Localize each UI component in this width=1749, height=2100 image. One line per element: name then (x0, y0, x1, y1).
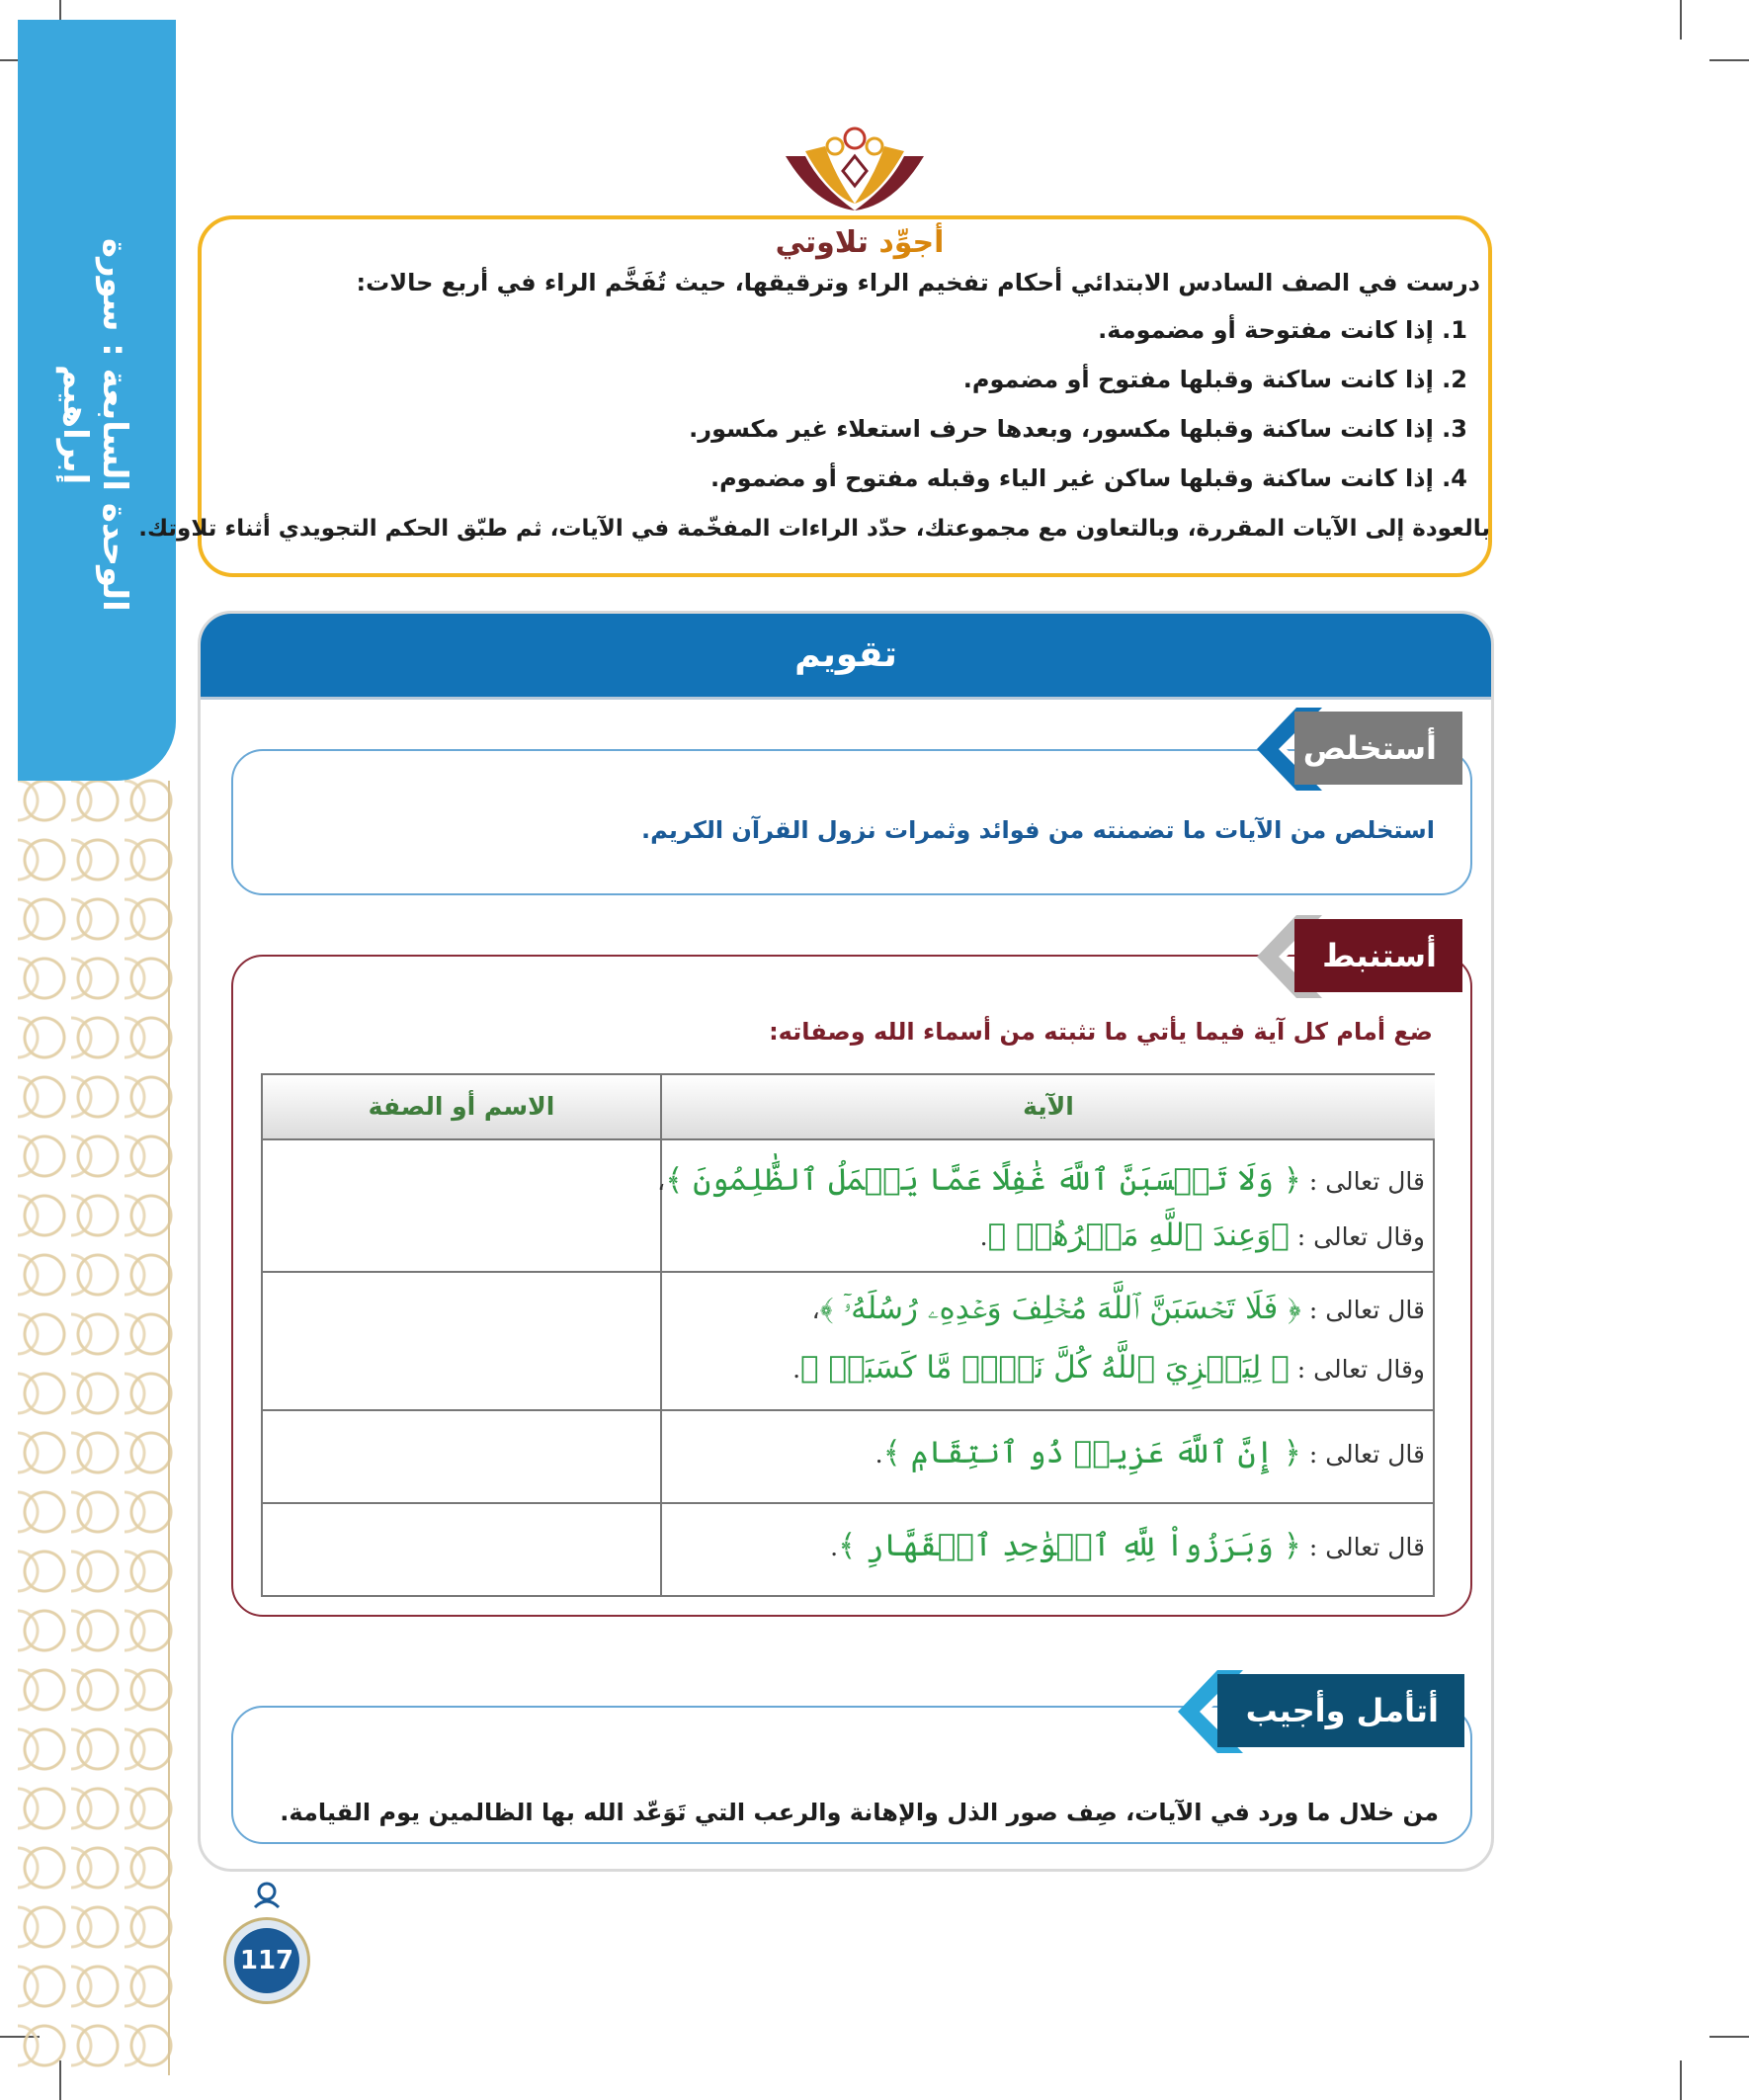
quran-verse: ﴿ وَبَرَزُواْ لِلَّهِ ٱلۡوَٰحِدِ ٱلۡقَهَّارِ ﴾ (838, 1528, 1301, 1563)
verse-prefix: وقال تعالى : (1289, 1355, 1425, 1384)
tajweed-task: بالعودة إلى الآيات المقررة، وبالتعاون مع مجموعتك، حدّد الراءات المفخّمة في الآيات، ثم طبّق الحكم التجويدي أثناء تلاوتك. (138, 516, 1490, 542)
answer-cell[interactable] (263, 1273, 658, 1409)
verse-line (980, 1218, 1425, 1253)
attributes-table (261, 1073, 1435, 1597)
side-divider (168, 781, 170, 2075)
verse-prefix: قال تعالى : (1300, 1533, 1425, 1561)
unit-title: الوحدة السابعة : سورة إبراهيم (55, 238, 134, 612)
crop-mark (1709, 2036, 1749, 2038)
evaluation-title: تقويم (201, 614, 1491, 697)
unit-tab (18, 20, 176, 781)
tajweed-case: 3. إذا كانت ساكنة وقبلها مكسور، وبعدها حرف استعلاء غير مكسور. (689, 415, 1467, 443)
side-strip (18, 20, 176, 2075)
deduce-label: أستنبط (1294, 919, 1462, 992)
verse-suffix: . (792, 1355, 801, 1384)
verse-suffix: . (874, 1440, 883, 1469)
quran-verse: ﴿ لِيَجۡزِيَ ٱللَّهُ كُلَّ نَفۡسٖ مَّا كَسَبَتۡ ﴾ (800, 1350, 1290, 1386)
verse-line (875, 1435, 1425, 1470)
answer-cell[interactable] (263, 1504, 658, 1595)
verse-prefix: قال تعالى : (1300, 1440, 1425, 1469)
verse-prefix: قال تعالى : (1300, 1167, 1425, 1196)
extract-text: استخلص من الآيات ما تضمنته من فوائد وثمرات نزول القرآن الكريم. (640, 816, 1435, 844)
deduce-instruction: ضع أمام كل آية فيما يأتي ما تثبته من أسماء الله وصفاته: (769, 1018, 1433, 1046)
table-header-verse: الآية (662, 1075, 1435, 1138)
tajweed-title-part1: أجوِّد (878, 225, 945, 260)
verse-line (830, 1528, 1425, 1563)
verse-prefix: وقال تعالى : (1289, 1222, 1425, 1251)
table-header-attribute: الاسم أو الصفة (263, 1075, 660, 1138)
page-number-badge (223, 1917, 310, 2004)
reflect-text: من خلال ما ورد في الآيات، صِف صور الذل والإهانة والرعب التي تَوَعّد الله بها الظالمين يوم القيامة. (280, 1799, 1439, 1826)
quran-verse: ﴿وَعِندَ ٱللَّهِ مَكۡرُهُمۡ ﴾ (987, 1218, 1290, 1253)
verse-prefix: قال تعالى : (1300, 1296, 1425, 1324)
quran-verse: ﴿ وَلَا تَحۡسَبَنَّ ٱللَّهَ غَٰفِلًا عَمَّا يَعۡمَلُ ٱلظَّٰلِمُونَ ﴾ (665, 1162, 1301, 1198)
column-divider (660, 1075, 662, 1595)
verse-line (657, 1162, 1425, 1198)
verse-suffix: . (979, 1222, 988, 1251)
verse-line (792, 1350, 1425, 1386)
verse-suffix: ، (657, 1167, 666, 1196)
tajweed-title-part2: تلاوتي (775, 225, 869, 260)
tajweed-case: 2. إذا كانت ساكنة وقبلها مفتوح أو مضموم. (962, 366, 1467, 393)
crop-mark (1680, 2060, 1682, 2100)
tajweed-case: 1. إذا كانت مفتوحة أو مضمومة. (1098, 316, 1467, 344)
verse-suffix: . (830, 1533, 839, 1561)
extract-label: أستخلص (1294, 712, 1462, 785)
answer-cell[interactable] (263, 1411, 658, 1502)
quran-verse: ﴿ إِنَّ ٱللَّهَ عَزِيزٞ ذُو ٱنتِقَامٖ ﴾ (882, 1435, 1301, 1470)
crop-mark (1680, 0, 1682, 40)
tajweed-logo-icon (776, 117, 934, 215)
verse-line (812, 1291, 1425, 1327)
quran-verse: ﴿ فَلَا تَحۡسَبَنَّ ٱللَّهَ مُخۡلِفَ وَعۡدِهِۦ رُسُلَهُۥٓ ﴾ (819, 1291, 1301, 1326)
tajweed-intro: درست في الصف السادس الابتدائي أحكام تفخيم الراء وترقيقها، حيث تُفَخَّم الراء في أربع حالات: (356, 269, 1480, 296)
tajweed-case: 4. إذا كانت ساكنة وقبلها ساكن غير الياء وقبله مفتوح أو مضموم. (709, 464, 1467, 492)
answer-cell[interactable] (263, 1140, 658, 1271)
decorative-pattern (18, 771, 176, 2075)
page-number: 117 (234, 1928, 299, 1993)
ornament-icon (249, 1878, 285, 1913)
reflect-label: أتأمل وأجيب (1217, 1674, 1464, 1747)
crop-mark (1709, 59, 1749, 61)
verse-suffix: ، (811, 1296, 820, 1324)
tajweed-title (761, 225, 958, 260)
header-divider (201, 697, 1491, 700)
